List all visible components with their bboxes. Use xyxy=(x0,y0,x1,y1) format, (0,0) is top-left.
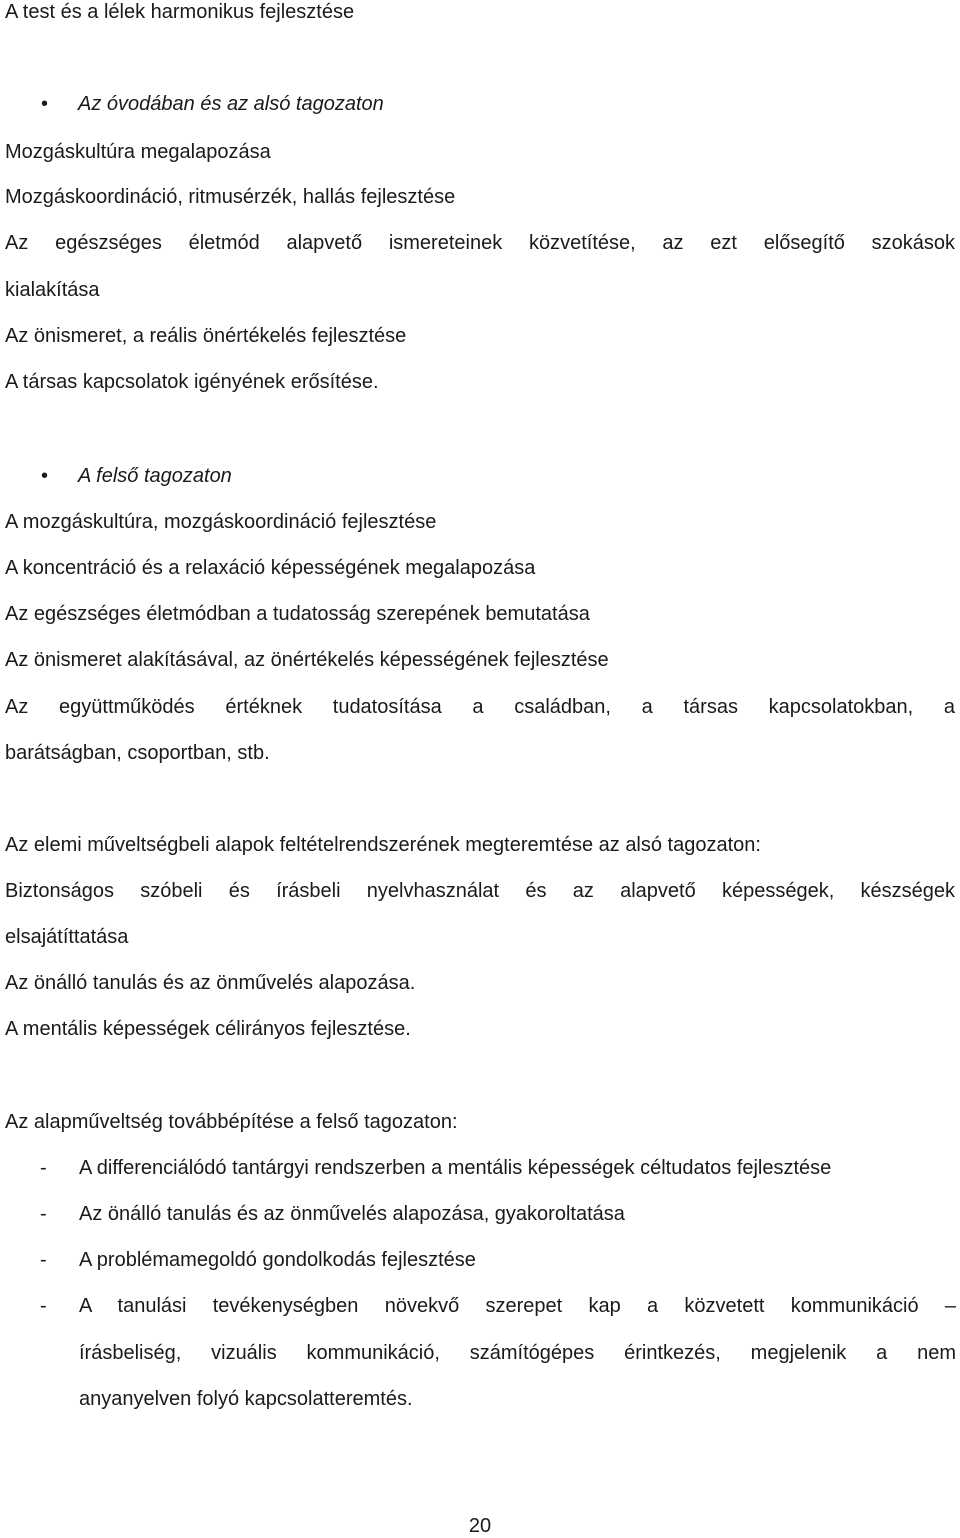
list-item-text: Az önálló tanulás és az önművelés alapozása, gyakoroltatása xyxy=(79,1203,625,1225)
list-item-text: A problémamegoldó gondolkodás fejlesztése xyxy=(79,1249,476,1271)
bullet-heading-text: Az óvodában és az alsó tagozaton xyxy=(78,93,384,115)
dash-marker: - xyxy=(40,1157,47,1179)
paragraph-line: Az együttműködés értéknek tudatosítása a családban, a társas kapcsolatokban, a xyxy=(5,696,955,718)
dash-marker: - xyxy=(40,1203,47,1225)
list-item-continuation: anyanyelven folyó kapcsolatteremtés. xyxy=(79,1388,413,1410)
paragraph-line: Mozgáskultúra megalapozása xyxy=(5,141,271,163)
bullet-dot-icon: • xyxy=(41,93,49,115)
paragraph-line: Az önálló tanulás és az önművelés alapozása. xyxy=(5,972,416,994)
section-heading: Az alapműveltség továbbépítése a felső tagozaton: xyxy=(5,1111,458,1133)
paragraph-line: Az egészséges életmódban a tudatosság szerepének bemutatása xyxy=(5,603,590,625)
list-item-text: A tanulási tevékenységben növekvő szerepet kap a közvetett kommunikáció – xyxy=(79,1295,956,1317)
list-item-continuation: írásbeliség, vizuális kommunikáció, számítógépes érintkezés, megjelenik a nem xyxy=(79,1342,956,1364)
dash-marker: - xyxy=(40,1295,47,1317)
paragraph-line: Az egészséges életmód alapvető ismereteinek közvetítése, az ezt elősegítő szokások xyxy=(5,232,955,254)
page-title: A test és a lélek harmonikus fejlesztése xyxy=(5,1,355,23)
paragraph-line: A koncentráció és a relaxáció képességének megalapozása xyxy=(5,557,536,579)
paragraph-line: Mozgáskoordináció, ritmusérzék, hallás fejlesztése xyxy=(5,186,456,208)
paragraph-line: elsajátíttatása xyxy=(5,926,129,948)
paragraph-line: kialakítása xyxy=(5,279,100,301)
bullet-heading-text: A felső tagozaton xyxy=(78,465,232,487)
paragraph-line: Biztonságos szóbeli és írásbeli nyelvhasználat és az alapvető képességek, készségek xyxy=(5,880,955,902)
paragraph-line: barátságban, csoportban, stb. xyxy=(5,742,270,764)
paragraph-line: A mozgáskultúra, mozgáskoordináció fejlesztése xyxy=(5,511,437,533)
paragraph-line: A mentális képességek célirányos fejlesztése. xyxy=(5,1018,411,1040)
bullet-dot-icon: • xyxy=(41,465,49,487)
paragraph-line: A társas kapcsolatok igényének erősítése. xyxy=(5,371,379,393)
paragraph-line: Az önismeret, a reális önértékelés fejlesztése xyxy=(5,325,407,347)
dash-marker: - xyxy=(40,1249,47,1271)
paragraph-line: Az önismeret alakításával, az önértékelés képességének fejlesztése xyxy=(5,649,609,671)
page-number: 20 xyxy=(468,1515,492,1537)
paragraph-line: Az elemi műveltségbeli alapok feltételrendszerének megteremtése az alsó tagozaton: xyxy=(5,834,761,856)
list-item-text: A differenciálódó tantárgyi rendszerben a mentális képességek céltudatos fejlesztése xyxy=(79,1157,832,1179)
